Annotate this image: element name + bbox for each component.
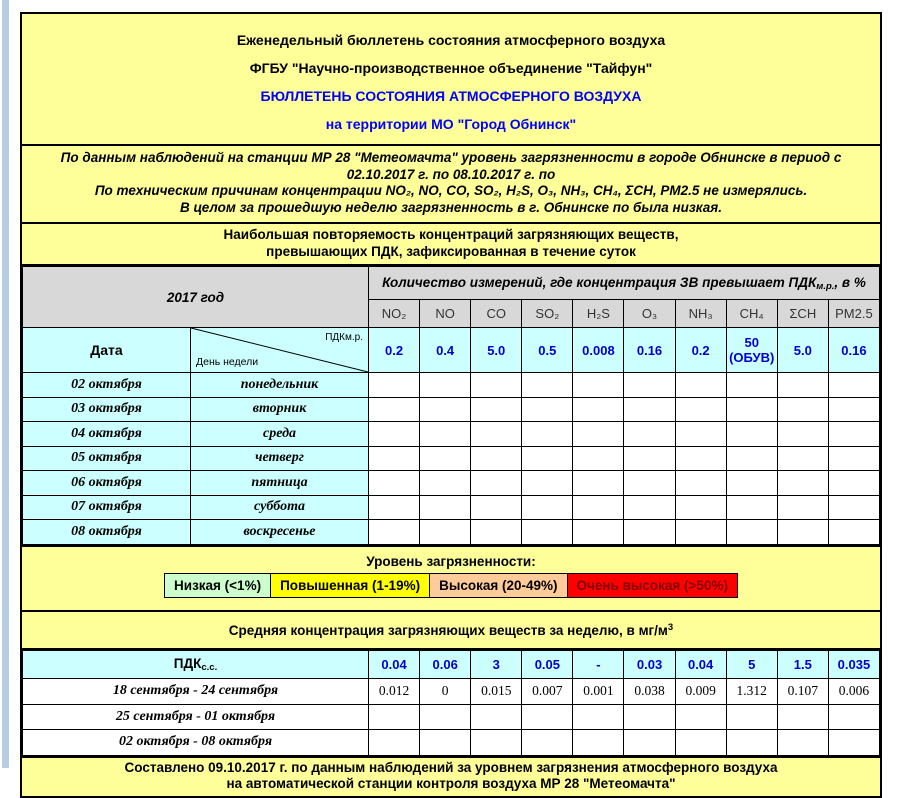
- pdk-cc-value-cell: 0.05: [522, 651, 573, 679]
- legend-item-elevated: Повышенная (1-19%): [271, 573, 430, 598]
- legend-item-high: Высокая (20-49%): [430, 573, 567, 598]
- pollutant-header-co: CO: [471, 300, 522, 328]
- concentration-cell: 0.107: [777, 679, 828, 705]
- pdk-cc-value-cell: -: [573, 651, 624, 679]
- legend-title: Уровень загрязненности:: [366, 553, 536, 569]
- date-cell: 06 октября: [23, 471, 191, 496]
- observation-summary-block: [22, 146, 880, 224]
- table-row: [23, 520, 880, 545]
- pollutant-header-pm25: PM2.5: [828, 300, 879, 328]
- pdk-cc-value-cell: 0.035: [828, 651, 879, 679]
- pdk-cc-value-cell: 1.5: [777, 651, 828, 679]
- pdk-cc-row: [23, 651, 880, 679]
- weekday-cell: среда: [191, 422, 369, 447]
- upper-table-title-line2: превышающих ПДК, зафиксированная в течение суток: [266, 243, 636, 259]
- concentration-cell: 0.006: [828, 679, 879, 705]
- pdk-value-cell: 50 (ОБУВ): [726, 328, 777, 373]
- pdk-cc-value-cell: 0.04: [369, 651, 420, 679]
- concentration-cell: 0.001: [573, 679, 624, 705]
- concentration-cell: 0.007: [522, 679, 573, 705]
- week-range-cell: 02 октября - 08 октября: [23, 730, 369, 756]
- pdk-value-cell: 5.0: [777, 328, 828, 373]
- table-row: [23, 471, 880, 496]
- pdk-cc-label: [23, 651, 369, 679]
- upper-table-title: [22, 224, 880, 266]
- date-cell: 05 октября: [23, 446, 191, 471]
- weekday-cell: вторник: [191, 397, 369, 422]
- legend-row: [22, 573, 880, 598]
- table-row: [23, 422, 880, 447]
- footer-block: [22, 758, 880, 796]
- lower-table-title: [22, 612, 880, 651]
- diagonal-label-pdk: ПДКм.р.: [325, 332, 363, 343]
- pollutant-header-h2s: H₂S: [573, 300, 624, 328]
- pdk-cc-value-cell: 0.04: [675, 651, 726, 679]
- territory-name: на территории МО "Город Обнинск": [325, 116, 577, 132]
- pollutant-header-so2: SO₂: [522, 300, 573, 328]
- pdk-cc-value-cell: 0.03: [624, 651, 675, 679]
- date-cell: 03 октября: [23, 397, 191, 422]
- pdk-cc-value-cell: 0.06: [420, 651, 471, 679]
- organization-name: ФГБУ "Научно-производственное объединение "Тайфун": [249, 60, 653, 76]
- weekday-cell: четверг: [191, 446, 369, 471]
- pollutant-header-no2: NO₂: [369, 300, 420, 328]
- table-row: [23, 446, 880, 471]
- table-row: [23, 373, 880, 398]
- pdk-mr-row: [23, 328, 880, 373]
- diagonal-label-weekday: День недели: [196, 356, 259, 368]
- week-range-cell: 25 сентября - 01 октября: [23, 704, 369, 730]
- legend-item-low: Низкая (<1%): [164, 573, 271, 598]
- pdk-value-cell: 0.008: [573, 328, 624, 373]
- weekday-cell: понедельник: [191, 373, 369, 398]
- bulletin-document: [20, 12, 882, 798]
- lower-table-title-sup: 3: [667, 621, 674, 633]
- observation-period-text: По данным наблюдений на станции МР 28 "Метеомачта" уровень загрязненности в городе Обнинске в период с 02.10.2017 г. по 08.10.2017 г. по: [60, 150, 842, 182]
- pollutant-header-nh3: NH₃: [675, 300, 726, 328]
- table-row: [23, 397, 880, 422]
- date-cell: 08 октября: [23, 520, 191, 545]
- bulletin-title: БЮЛЛЕТЕНЬ СОСТОЯНИЯ АТМОСФЕРНОГО ВОЗДУХА: [260, 88, 642, 104]
- pdk-cc-label-text: ПДК: [173, 656, 202, 671]
- date-cell: 07 октября: [23, 495, 191, 520]
- pdk-value-cell: 0.4: [420, 328, 471, 373]
- pdk-value-cell: 0.5: [522, 328, 573, 373]
- diagonal-header-cell: [191, 328, 369, 373]
- pdk-cc-label-sub: с.с.: [201, 662, 218, 673]
- window-edge-stripe: [2, 0, 9, 768]
- measurements-header: [369, 267, 880, 300]
- concentration-cell: 0.015: [471, 679, 522, 705]
- concentration-cell: 0.012: [369, 679, 420, 705]
- exceedance-table: [22, 266, 880, 545]
- concentration-cell: 1.312: [726, 679, 777, 705]
- pdk-value-cell: 5.0: [471, 328, 522, 373]
- title-block: [22, 14, 880, 146]
- lower-table-section: [22, 650, 880, 758]
- legend-item-very-high: Очень высокая (>50%): [568, 573, 738, 598]
- date-column-label: Дата: [23, 328, 191, 373]
- table-row: [23, 704, 880, 730]
- measurements-header-suffix: , в %: [834, 274, 866, 290]
- pdk-value-cell: 0.2: [369, 328, 420, 373]
- concentration-cell: 0.009: [675, 679, 726, 705]
- weekly-average-table: [22, 650, 880, 756]
- pdk-value-cell: 0.16: [624, 328, 675, 373]
- table-row: [23, 679, 880, 705]
- lower-table-title-text: Средняя концентрация загрязняющих веществ за неделю, в мг/м: [228, 622, 668, 638]
- concentration-cell: 0.038: [624, 679, 675, 705]
- measurements-header-sub: м.р.: [816, 280, 835, 292]
- concentration-cell: 0: [420, 679, 471, 705]
- table-row: [23, 495, 880, 520]
- compiled-date-text: Составлено 09.10.2017 г. по данным наблюдений за уровнем загрязнения атмосферного воздуха: [124, 759, 778, 775]
- bulletin-subtitle: Еженедельный бюллетень состояния атмосферного воздуха: [236, 32, 666, 48]
- table-row: [23, 730, 880, 756]
- week-range-cell: 18 сентября - 24 сентября: [23, 679, 369, 705]
- station-name-text: на автоматической станции контроля воздуха МР 28 "Метеомачта": [226, 776, 676, 791]
- date-cell: 02 октября: [23, 373, 191, 398]
- pollution-level-legend: [22, 547, 880, 612]
- upper-table-title-line1: Наибольшая повторяемость концентраций загрязняющих веществ,: [223, 227, 679, 242]
- measurements-header-text: Количество измерений, где концентрация ЗВ превышает ПДК: [382, 274, 817, 290]
- pollutant-header-sch: ΣCH: [777, 300, 828, 328]
- weekday-cell: воскресенье: [191, 520, 369, 545]
- pollutant-header-o3: O₃: [624, 300, 675, 328]
- upper-table-section: [22, 266, 880, 547]
- date-cell: 04 октября: [23, 422, 191, 447]
- pdk-value-cell: 0.2: [675, 328, 726, 373]
- pdk-value-cell: 0.16: [828, 328, 879, 373]
- pollutant-header-no: NO: [420, 300, 471, 328]
- pdk-cc-value-cell: 5: [726, 651, 777, 679]
- weekday-cell: пятница: [191, 471, 369, 496]
- technical-note-text: По техническим причинам концентрации NO₂, NO, CO, SO₂, H₂S, O₃, NH₃, CH₄, ΣCH, PM2.5 не измерялись.: [94, 183, 808, 198]
- weekday-cell: суббота: [191, 495, 369, 520]
- pdk-cc-value-cell: 3: [471, 651, 522, 679]
- week-conclusion-text: В целом за прошедшую неделю загрязненность в г. Обнинске по была низкая.: [179, 199, 723, 215]
- pollutant-header-ch4: CH₄: [726, 300, 777, 328]
- year-header: 2017 год: [23, 267, 369, 328]
